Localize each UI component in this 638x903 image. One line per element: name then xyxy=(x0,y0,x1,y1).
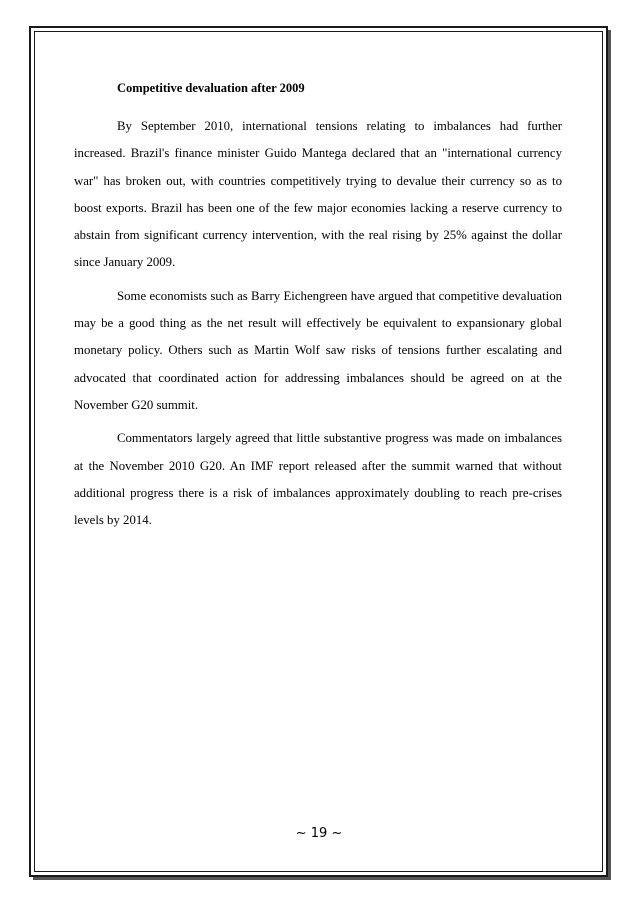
paragraph-3: Commentators largely agreed that little substantive progress was made on imbalances at the November 2010 G20. An IMF report released after the summit warned that without additional progress there is a risk of imbalances approximately doubling to reach pre-crises levels by 2014. xyxy=(74,431,562,528)
section-heading: Competitive devaluation after 2009 xyxy=(117,81,305,95)
paragraph-1: By September 2010, international tensions relating to imbalances had further increased. Brazil's finance minister Guido Mantega declared that an "international currency war" has broken out, with countries competitively trying to devalue their currency so as to boost exports. Brazil has been one of the few major economies lacking a reserve currency to abstain from significant currency intervention, with the real rising by 25% against the dollar since January 2009. xyxy=(74,119,562,270)
page-number: ~ 19 ~ xyxy=(295,826,343,841)
page-content xyxy=(74,80,562,540)
paragraph-2: Some economists such as Barry Eichengreen have argued that competitive devaluation may be a good thing as the net result will effectively be equivalent to expansionary global monetary policy. Others such as Martin Wolf saw risks of tensions further escalating and advocated that coordinated action for addressing imbalances should be agreed on at the November G20 summit. xyxy=(74,288,562,412)
page-border-shadow-bottom xyxy=(33,877,611,880)
page-border-shadow-right xyxy=(608,30,611,880)
